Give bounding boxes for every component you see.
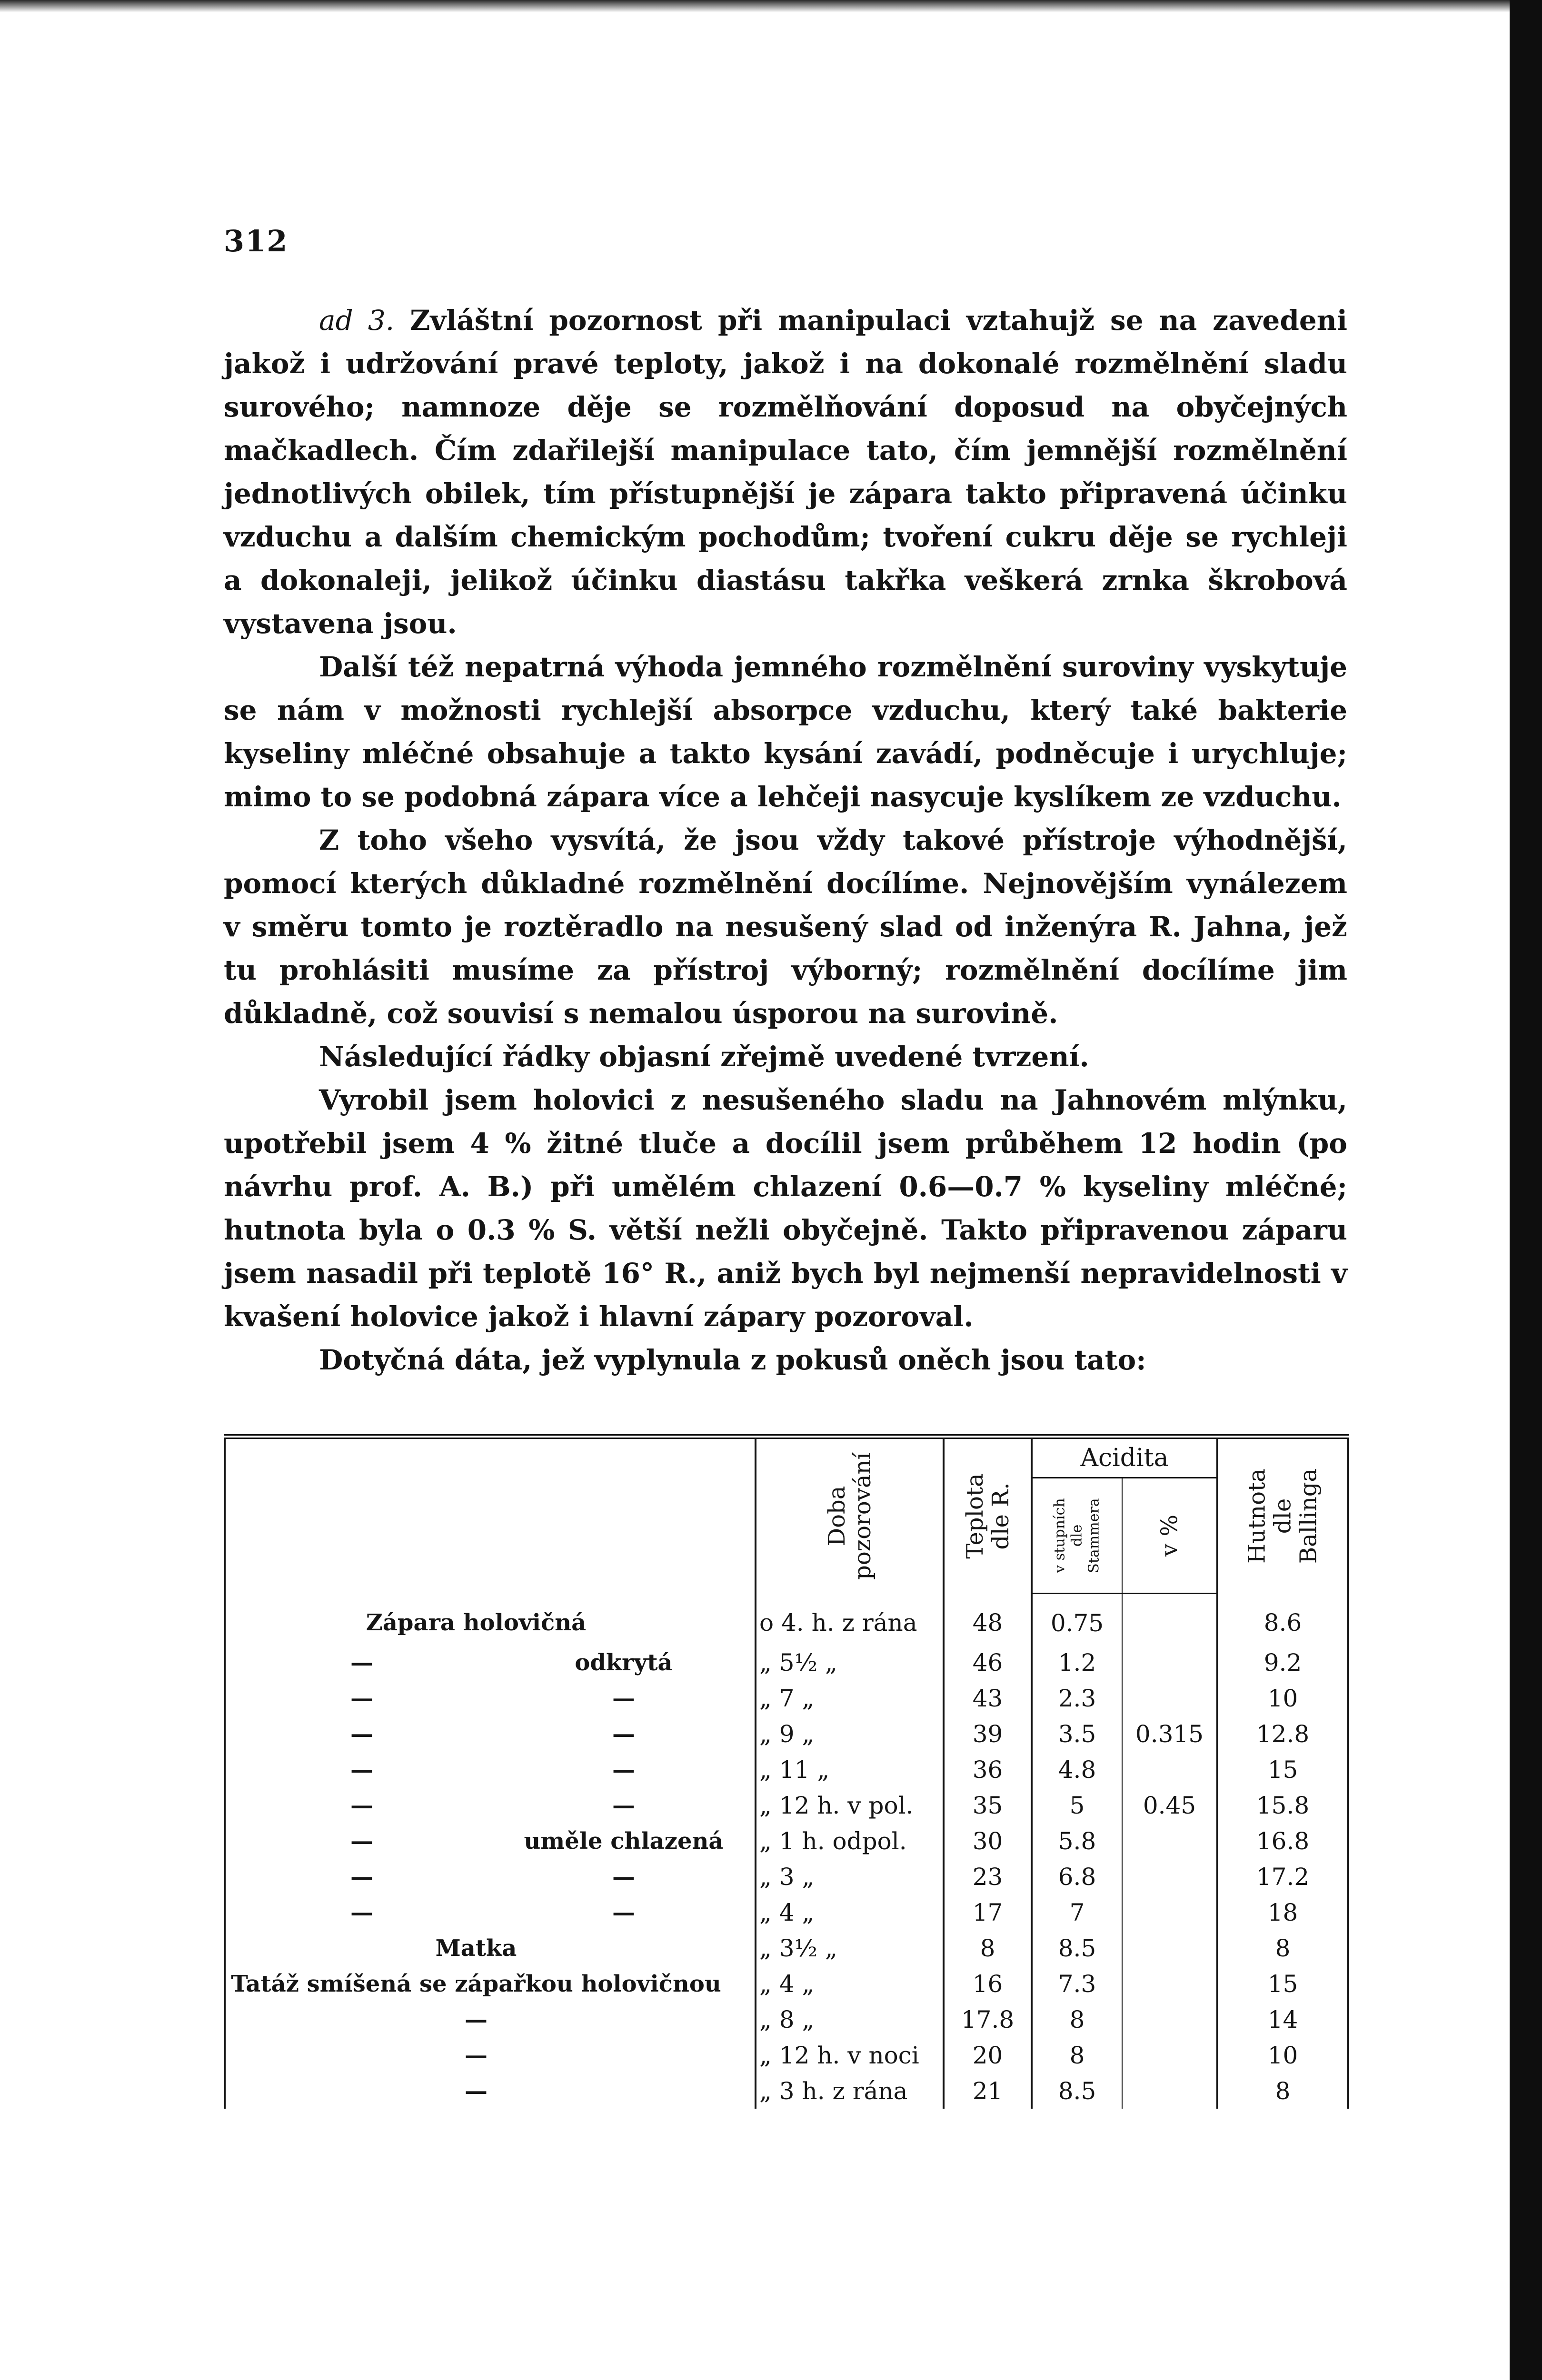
table-row bbox=[225, 2037, 1348, 2073]
row-label-main: — bbox=[350, 1649, 373, 1676]
row-doba: „ 9 „ bbox=[756, 1716, 944, 1752]
row-stupnich: 5.8 bbox=[1032, 1823, 1122, 1859]
row-doba: o 4. h. z rána bbox=[756, 1594, 944, 1645]
page bbox=[224, 224, 1347, 2109]
row-doba: „ 12 h. v noci bbox=[756, 2037, 944, 2073]
row-teplota: 8 bbox=[944, 1930, 1032, 1966]
row-teplota: 48 bbox=[944, 1594, 1032, 1645]
row-label bbox=[225, 1680, 756, 1716]
row-label bbox=[225, 1716, 756, 1752]
row-procent bbox=[1122, 2073, 1217, 2109]
row-label-qualifier: — bbox=[612, 1863, 635, 1890]
row-hutnota: 8.6 bbox=[1217, 1594, 1348, 1645]
row-teplota: 35 bbox=[944, 1787, 1032, 1823]
row-hutnota: 12.8 bbox=[1217, 1716, 1348, 1752]
row-procent bbox=[1122, 1752, 1217, 1787]
row-stupnich: 1.2 bbox=[1032, 1645, 1122, 1680]
row-stupnich: 8 bbox=[1032, 2002, 1122, 2037]
header-procent-label: v % bbox=[1156, 1515, 1183, 1557]
row-hutnota: 15 bbox=[1217, 1966, 1348, 2002]
row-procent: 0.45 bbox=[1122, 1787, 1217, 1823]
paragraph-text: Vyrobil jsem holovici z nesušeného sladu na Jahnovém mlýnku, upotřebil jsem 4 % žitné tluče a docílil jsem průběhem 12 hodin (po návrhu prof. A. B.) při umělém chlazení 0.6—0.7 % kyseliny mléčné; hutnota byla o 0.3 % S. větší nežli obyčejně. Takto připravenou záparu jsem nasadil při teplotě 16° R., aniž bych byl nejmenší nepravidelnosti v kvašení holovice jakož i hlavní zápary pozoroval. bbox=[224, 1084, 1347, 1333]
row-procent bbox=[1122, 1680, 1217, 1716]
row-procent bbox=[1122, 2002, 1217, 2037]
table-row bbox=[225, 1716, 1348, 1752]
row-label-qualifier: — bbox=[612, 1720, 635, 1747]
header-procent bbox=[1122, 1478, 1217, 1594]
row-label-qualifier: odkrytá bbox=[575, 1649, 673, 1676]
row-label-main: — bbox=[350, 1792, 373, 1819]
row-procent bbox=[1122, 2037, 1217, 2073]
header-acidita: Acidita bbox=[1032, 1437, 1217, 1478]
table-row bbox=[225, 1823, 1348, 1859]
row-stupnich: 8 bbox=[1032, 2037, 1122, 2073]
table-row bbox=[225, 2002, 1348, 2037]
row-teplota: 17.8 bbox=[944, 2002, 1032, 2037]
row-hutnota: 10 bbox=[1217, 2037, 1348, 2073]
row-procent bbox=[1122, 1823, 1217, 1859]
row-teplota: 20 bbox=[944, 2037, 1032, 2073]
row-label bbox=[225, 1859, 756, 1894]
table-row bbox=[225, 1966, 1348, 2002]
row-label bbox=[225, 1787, 756, 1823]
row-label bbox=[225, 2002, 756, 2037]
row-doba: „ 4 „ bbox=[756, 1966, 944, 2002]
table-body bbox=[225, 1594, 1348, 2109]
table-row bbox=[225, 1680, 1348, 1716]
header-stupnich bbox=[1032, 1478, 1122, 1594]
row-doba: „ 12 h. v pol. bbox=[756, 1787, 944, 1823]
row-hutnota: 16.8 bbox=[1217, 1823, 1348, 1859]
row-doba: „ 11 „ bbox=[756, 1752, 944, 1787]
row-hutnota: 15.8 bbox=[1217, 1787, 1348, 1823]
row-label bbox=[225, 1645, 756, 1680]
header-teplota bbox=[944, 1437, 1032, 1594]
row-hutnota: 10 bbox=[1217, 1680, 1348, 1716]
row-label-qualifier: — bbox=[612, 1756, 635, 1783]
row-label bbox=[225, 1894, 756, 1930]
row-doba: „ 8 „ bbox=[756, 2002, 944, 2037]
row-teplota: 17 bbox=[944, 1894, 1032, 1930]
table-row bbox=[225, 1645, 1348, 1680]
row-stupnich: 2.3 bbox=[1032, 1680, 1122, 1716]
row-procent bbox=[1122, 1930, 1217, 1966]
row-label-main: Tatáž smíšená se zápařkou holovičnou bbox=[231, 1970, 721, 1997]
scan-edge-top bbox=[0, 0, 1542, 12]
row-stupnich: 0.75 bbox=[1032, 1594, 1122, 1645]
row-label bbox=[225, 2037, 756, 2073]
header-doba-label: Doba bbox=[823, 1486, 850, 1547]
row-label-qualifier: — bbox=[612, 1685, 635, 1712]
row-label-main: — bbox=[350, 1899, 373, 1926]
row-procent bbox=[1122, 1645, 1217, 1680]
row-procent bbox=[1122, 1859, 1217, 1894]
row-label bbox=[225, 1966, 756, 2002]
table-row bbox=[225, 1787, 1348, 1823]
row-stupnich: 7 bbox=[1032, 1894, 1122, 1930]
table-row bbox=[225, 1930, 1348, 1966]
paragraph-text: Další též nepatrná výhoda jemného rozmělnění suroviny vyskytuje se nám v možnosti rychlejší absorpce vzduchu, který také bakterie kyseliny mléčné obsahuje a takto kysání zavádí, podněcuje i urychluje; mimo to se podobná zápara více a lehčeji nasycuje kyslíkem ze vzduchu. bbox=[224, 651, 1347, 813]
paragraph-text: Následující řádky objasní zřejmě uvedené tvrzení. bbox=[319, 1041, 1089, 1073]
row-hutnota: 18 bbox=[1217, 1894, 1348, 1930]
scan-edge-right bbox=[1510, 0, 1542, 2380]
row-teplota: 46 bbox=[944, 1645, 1032, 1680]
row-teplota: 16 bbox=[944, 1966, 1032, 2002]
row-teplota: 43 bbox=[944, 1680, 1032, 1716]
row-label bbox=[225, 1752, 756, 1787]
header-pozorovani-label: pozorování bbox=[849, 1452, 876, 1580]
row-stupnich: 5 bbox=[1032, 1787, 1122, 1823]
data-table bbox=[224, 1434, 1349, 2109]
row-label-qualifier: — bbox=[612, 1899, 635, 1926]
row-hutnota: 15 bbox=[1217, 1752, 1348, 1787]
row-hutnota: 8 bbox=[1217, 2073, 1348, 2109]
row-label-main: — bbox=[350, 1720, 373, 1747]
paragraph-text: Dotyčná dáta, jež vyplynula z pokusů oněch jsou tato: bbox=[319, 1344, 1146, 1376]
row-label-main: — bbox=[350, 1756, 373, 1783]
row-teplota: 30 bbox=[944, 1823, 1032, 1859]
header-stupnich-label: v stupních dle Stammera bbox=[1051, 1498, 1103, 1573]
row-doba: „ 3½ „ bbox=[756, 1930, 944, 1966]
table-row bbox=[225, 1594, 1348, 1645]
row-teplota: 21 bbox=[944, 2073, 1032, 2109]
paragraph bbox=[224, 299, 1347, 645]
row-hutnota: 14 bbox=[1217, 2002, 1348, 2037]
row-label-main: Matka bbox=[435, 1934, 517, 1962]
header-blank bbox=[225, 1437, 756, 1594]
paragraph bbox=[224, 1339, 1347, 1382]
row-hutnota: 17.2 bbox=[1217, 1859, 1348, 1894]
row-label-main: Zápara holovičná bbox=[366, 1609, 587, 1636]
row-procent bbox=[1122, 1594, 1217, 1645]
row-procent bbox=[1122, 1894, 1217, 1930]
row-stupnich: 7.3 bbox=[1032, 1966, 1122, 2002]
row-doba: „ 5½ „ bbox=[756, 1645, 944, 1680]
row-doba: „ 3 h. z rána bbox=[756, 2073, 944, 2109]
row-stupnich: 4.8 bbox=[1032, 1752, 1122, 1787]
body-text bbox=[224, 299, 1347, 1382]
page-number: 312 bbox=[224, 224, 289, 258]
table-row bbox=[225, 2073, 1348, 2109]
data-table-wrap bbox=[224, 1434, 1347, 2109]
row-doba: „ 3 „ bbox=[756, 1859, 944, 1894]
row-label bbox=[225, 2073, 756, 2109]
header-hutnota-label: Hutnota dle Ballinga bbox=[1244, 1468, 1322, 1564]
row-hutnota: 8 bbox=[1217, 1930, 1348, 1966]
table-row bbox=[225, 1752, 1348, 1787]
row-procent bbox=[1122, 1966, 1217, 2002]
header-teplota-label: Teplota dle R. bbox=[961, 1473, 1014, 1559]
row-teplota: 23 bbox=[944, 1859, 1032, 1894]
row-doba: „ 1 h. odpol. bbox=[756, 1823, 944, 1859]
row-teplota: 39 bbox=[944, 1716, 1032, 1752]
row-stupnich: 8.5 bbox=[1032, 2073, 1122, 2109]
row-label-main: — bbox=[465, 2006, 487, 2033]
row-label-qualifier: — bbox=[612, 1792, 635, 1819]
row-teplota: 36 bbox=[944, 1752, 1032, 1787]
row-stupnich: 8.5 bbox=[1032, 1930, 1122, 1966]
row-label-main: — bbox=[465, 2042, 487, 2069]
row-label bbox=[225, 1823, 756, 1859]
row-label-main: — bbox=[465, 2077, 487, 2104]
header-hutnota bbox=[1217, 1437, 1348, 1594]
row-label-main: — bbox=[350, 1863, 373, 1890]
row-doba: „ 7 „ bbox=[756, 1680, 944, 1716]
row-procent: 0.315 bbox=[1122, 1716, 1217, 1752]
row-label bbox=[225, 1930, 756, 1966]
paragraph bbox=[224, 645, 1347, 819]
paragraph-lead: ad 3. bbox=[319, 304, 395, 337]
table-row bbox=[225, 1859, 1348, 1894]
row-stupnich: 6.8 bbox=[1032, 1859, 1122, 1894]
paragraph bbox=[224, 1035, 1347, 1079]
paragraph bbox=[224, 819, 1347, 1035]
row-label-qualifier: uměle chlazená bbox=[524, 1827, 724, 1854]
paragraph bbox=[224, 1079, 1347, 1339]
row-doba: „ 4 „ bbox=[756, 1894, 944, 1930]
table-row bbox=[225, 1894, 1348, 1930]
row-hutnota: 9.2 bbox=[1217, 1645, 1348, 1680]
row-stupnich: 3.5 bbox=[1032, 1716, 1122, 1752]
row-label bbox=[225, 1594, 756, 1645]
header-doba bbox=[756, 1437, 944, 1594]
row-label-main: — bbox=[350, 1685, 373, 1712]
paragraph-text: Zvláštní pozornost při manipulaci vztahujž se na zavedeni jakož i udržování pravé teploty, jakož i na dokonalé rozmělnění sladu surového; namnoze děje se rozmělňování doposud na obyčejných mačkadlech. Čím zdařilejší manipulace tato, čím jemnější rozmělnění jednotlivých obilek, tím přístupnější je zápara takto připravená účinku vzduchu a dalším chemickým pochodům; tvoření cukru děje se rychleji a dokonaleji, jelikož účinku diastásu takřka veškerá zrnka škrobová vystavena jsou. bbox=[224, 304, 1347, 640]
paragraph-text: Z toho všeho vysvítá, že jsou vždy takové přístroje výhodnější, pomocí kterých důkladné rozmělnění docílíme. Nejnovějším vynálezem v směru tomto je roztěradlo na nesušený slad od inženýra R. Jahna, jež tu prohlásiti musíme za přístroj výborný; rozmělnění docílíme jim důkladně, což souvisí s nemalou úsporou na surovině. bbox=[224, 824, 1347, 1030]
row-label-main: — bbox=[350, 1827, 373, 1854]
